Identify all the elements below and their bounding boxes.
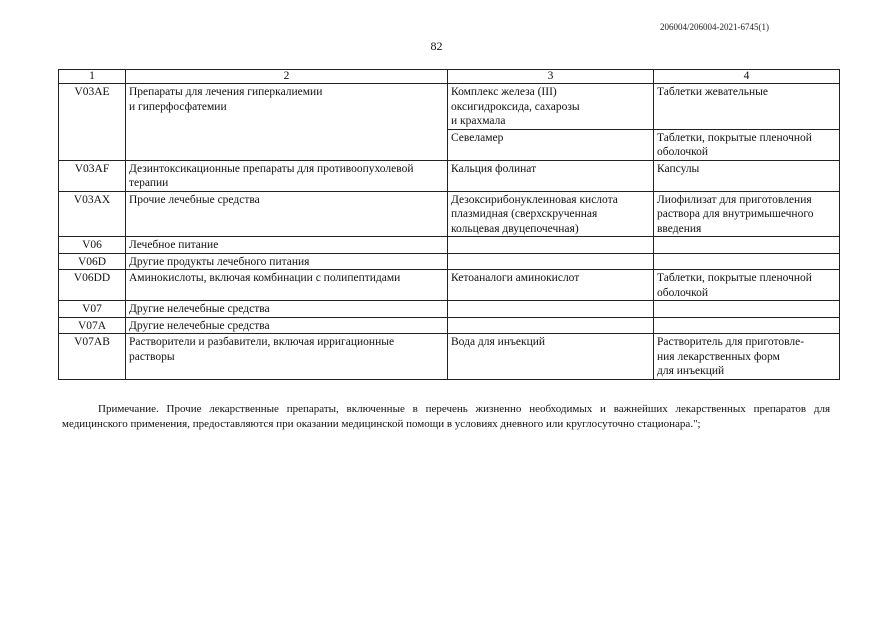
atc-code-cell: V07AB — [59, 334, 126, 380]
atc-code-cell: V06 — [59, 237, 126, 254]
group-cell: Лечебное питание — [126, 237, 448, 254]
table-row — [59, 334, 840, 380]
drug-name-cell — [448, 253, 654, 270]
drug-table — [58, 69, 840, 380]
drug-name-cell: Севеламер — [448, 129, 654, 160]
group-cell: Другие нелечебные средства — [126, 317, 448, 334]
group-cell: Дезинтоксикационные препараты для противоопухолевой терапии — [126, 160, 448, 191]
table-row — [59, 84, 840, 130]
group-cell: Прочие лечебные средства — [126, 191, 448, 237]
table-row — [59, 237, 840, 254]
group-cell: Другие нелечебные средства — [126, 301, 448, 318]
dosage-form-cell: Таблетки жевательные — [654, 84, 840, 130]
atc-code-cell: V06D — [59, 253, 126, 270]
dosage-form-cell: Капсулы — [654, 160, 840, 191]
drug-name-cell: Кальция фолинат — [448, 160, 654, 191]
column-header: 2 — [126, 70, 448, 84]
atc-code-cell: V06DD — [59, 270, 126, 301]
page-number: 82 — [430, 39, 443, 53]
dosage-form-cell: Растворитель для приготовле- ния лекарственных форм для инъекций — [654, 334, 840, 380]
dosage-form-cell: Таблетки, покрытые пленочной оболочкой — [654, 129, 840, 160]
atc-code-cell: V07A — [59, 317, 126, 334]
table-row — [59, 160, 840, 191]
atc-code-cell: V03AE — [59, 84, 126, 161]
dosage-form-cell — [654, 317, 840, 334]
dosage-form-cell: Лиофилизат для приготовления раствора для внутримышечного введения — [654, 191, 840, 237]
table-row — [59, 270, 840, 301]
dosage-form-cell — [654, 237, 840, 254]
group-cell: Аминокислоты, включая комбинации с полипептидами — [126, 270, 448, 301]
table-row — [59, 191, 840, 237]
footnote-text: Примечание. Прочие лекарственные препараты, включенные в перечень жизненно необходимых и важнейших лекарственных препаратов для медицинского применения, предоставляются при оказании медицинской помощи в условиях дневного или круглосуточно стационара."; — [62, 403, 830, 430]
document-id: 206004/206004-2021-6745(1) — [660, 22, 769, 32]
atc-code-cell: V03AF — [59, 160, 126, 191]
dosage-form-cell — [654, 253, 840, 270]
dosage-form-cell — [654, 301, 840, 318]
atc-code-cell: V03AX — [59, 191, 126, 237]
table-header-row — [59, 70, 840, 84]
table-body — [59, 84, 840, 380]
table-row — [59, 317, 840, 334]
drug-name-cell: Комплекс железа (III) оксигидроксида, сахарозы и крахмала — [448, 84, 654, 130]
table-row — [59, 301, 840, 318]
drug-name-cell — [448, 301, 654, 318]
atc-code-cell: V07 — [59, 301, 126, 318]
drug-name-cell: Кетоаналоги аминокислот — [448, 270, 654, 301]
footnote — [62, 402, 830, 431]
drug-name-cell — [448, 237, 654, 254]
drug-name-cell — [448, 317, 654, 334]
column-header: 4 — [654, 70, 840, 84]
drug-name-cell: Вода для инъекций — [448, 334, 654, 380]
dosage-form-cell: Таблетки, покрытые пленочной оболочкой — [654, 270, 840, 301]
group-cell: Другие продукты лечебного питания — [126, 253, 448, 270]
column-header: 3 — [448, 70, 654, 84]
column-header: 1 — [59, 70, 126, 84]
table-row — [59, 253, 840, 270]
group-cell: Растворители и разбавители, включая ирригационные растворы — [126, 334, 448, 380]
drug-name-cell: Дезоксирибонуклеиновая кислота плазмидная (сверхскрученная кольцевая двуцепочечная) — [448, 191, 654, 237]
group-cell: Препараты для лечения гиперкалиемии и гиперфосфатемии — [126, 84, 448, 161]
